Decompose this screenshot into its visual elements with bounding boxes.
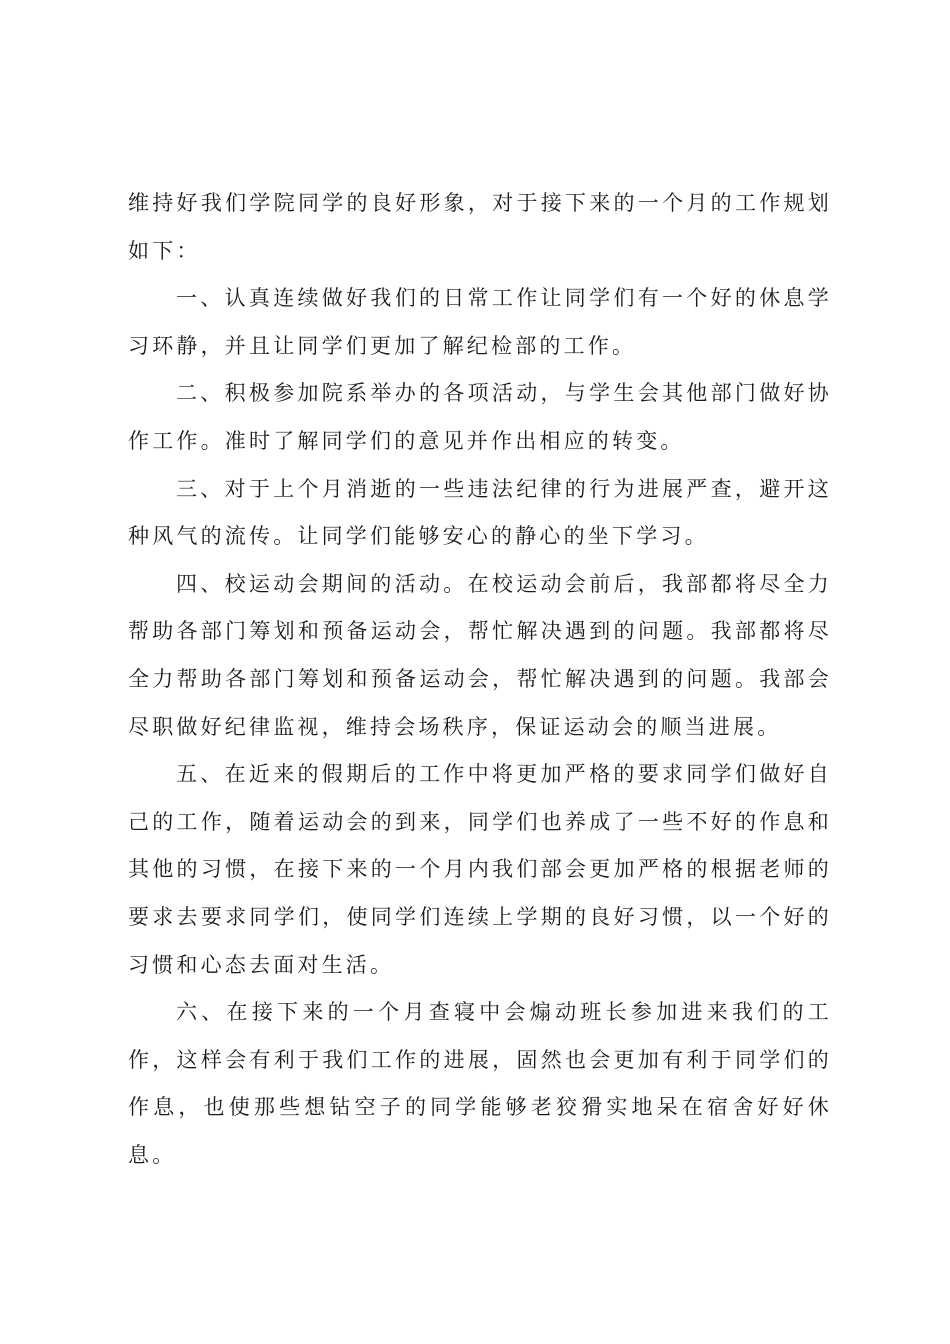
document-body [128, 180, 832, 1179]
item-paragraph-2: 二、积极参加院系举办的各项活动，与学生会其他部门做好协作工作。准时了解同学们的意见并作出相应的转变。 [128, 381, 832, 453]
item-paragraph-4: 四、校运动会期间的活动。在校运动会前后，我部都将尽全力帮助各部门筹划和预备运动会，帮忙解决遇到的问题。我部都将尽全力帮助各部门筹划和预备运动会，帮忙解决遇到的问题。我部会尽职做好纪律监视，维持会场秩序，保证运动会的顺当进展。 [128, 571, 832, 739]
item-paragraph-3: 三、对于上个月消逝的一些违法纪律的行为进展严查，避开这种风气的流传。让同学们能够安心的静心的坐下学习。 [128, 476, 832, 549]
item-paragraph-5: 五、在近来的假期后的工作中将更加严格的要求同学们做好自己的工作，随着运动会的到来，同学们也养成了一些不好的作息和其他的习惯，在接下来的一个月内我们部会更加严格的根据老师的要求去要求同学们，使同学们连续上学期的良好习惯，以一个好的习惯和心态去面对生活。 [128, 762, 832, 977]
item-paragraph-6: 六、在接下来的一个月查寝中会煽动班长参加进来我们的工作，这样会有利于我们工作的进展，固然也会更加有利于同学们的作息，也使那些想钻空子的同学能够老狡猾实地呆在宿舍好好休息。 [128, 1000, 832, 1167]
item-paragraph-1: 一、认真连续做好我们的日常工作让同学们有一个好的休息学习环静，并且让同学们更加了解纪检部的工作。 [128, 286, 832, 358]
intro-paragraph: 维持好我们学院同学的良好形象，对于接下来的一个月的工作规划如下： [128, 191, 832, 263]
